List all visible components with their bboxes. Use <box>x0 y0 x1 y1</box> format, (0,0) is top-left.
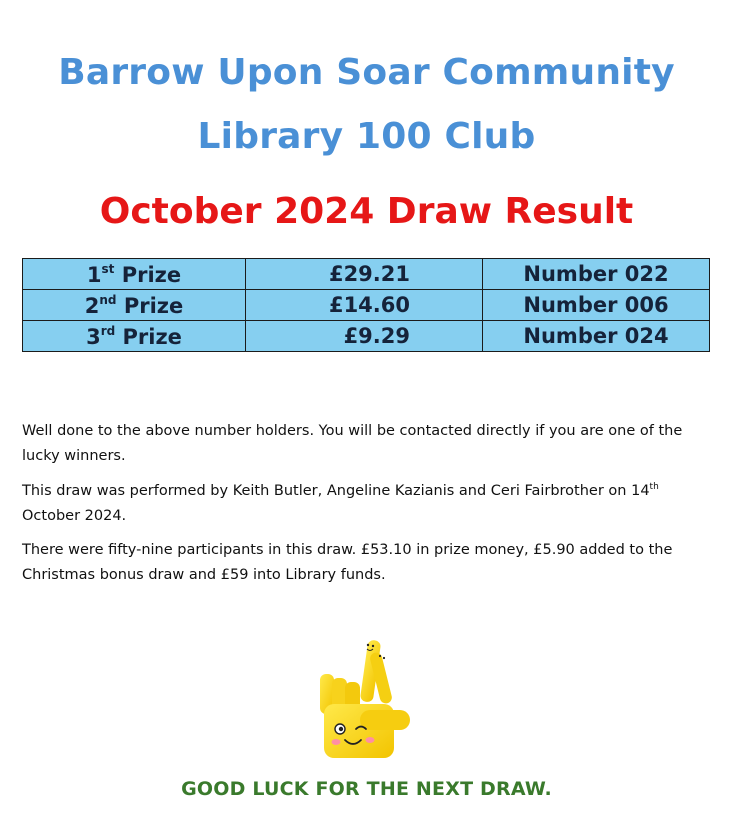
prize-amount: £29.21 <box>328 262 410 286</box>
participants-paragraph: There were fifty-nine participants in this draw. £53.10 in prize money, £5.90 added to the Christmas bonus draw and £59 into Library funds. <box>22 542 673 583</box>
prize-rank-cell <box>23 321 246 352</box>
prize-amount-cell <box>246 290 483 321</box>
prize-label: Prize <box>114 262 182 287</box>
prize-amount: £9.29 <box>343 324 410 348</box>
page-title-line-1: Barrow Upon Soar Community <box>58 52 675 93</box>
prize-amount-cell <box>246 259 483 290</box>
prize-ordinal-suffix: st <box>101 261 115 276</box>
winning-number-cell: Number 022 <box>483 259 710 290</box>
prize-amount-cell <box>246 321 483 352</box>
prize-ordinal: 2 <box>84 293 100 318</box>
winning-number-cell: Number 024 <box>483 321 710 352</box>
prize-label: Prize <box>115 324 182 349</box>
table-row <box>23 321 710 352</box>
draw-date-text: October 2024. <box>22 483 664 524</box>
prize-table <box>22 258 710 352</box>
winning-number-cell: Number 006 <box>483 290 710 321</box>
prize-amount: £14.60 <box>328 293 410 317</box>
prize-ordinal: 3 <box>86 324 101 349</box>
page-title-line-2: Library 100 Club <box>197 116 536 157</box>
congratulations-paragraph: Well done to the above number holders. You will be contacted directly if you are one of the lucky winners. <box>22 423 683 464</box>
prize-label: Prize <box>116 293 184 318</box>
prize-rank-cell <box>23 259 246 290</box>
crossed-fingers-mascot-icon <box>316 634 416 760</box>
good-luck-footer: GOOD LUCK FOR THE NEXT DRAW. <box>181 778 552 800</box>
draw-performers-text: This draw was performed by Keith Butler, Angeline Kazianis and Ceri Fairbrother on 14 <box>22 483 650 499</box>
prize-ordinal-suffix: nd <box>99 292 117 307</box>
prize-ordinal: 1 <box>86 262 102 287</box>
table-row <box>23 290 710 321</box>
prize-rank-cell <box>23 290 246 321</box>
prize-ordinal-suffix: rd <box>100 323 116 338</box>
table-row <box>23 259 710 290</box>
date-ordinal-suffix: th <box>649 482 659 492</box>
draw-performers-paragraph <box>22 479 712 529</box>
draw-result-heading: October 2024 Draw Result <box>99 191 634 232</box>
